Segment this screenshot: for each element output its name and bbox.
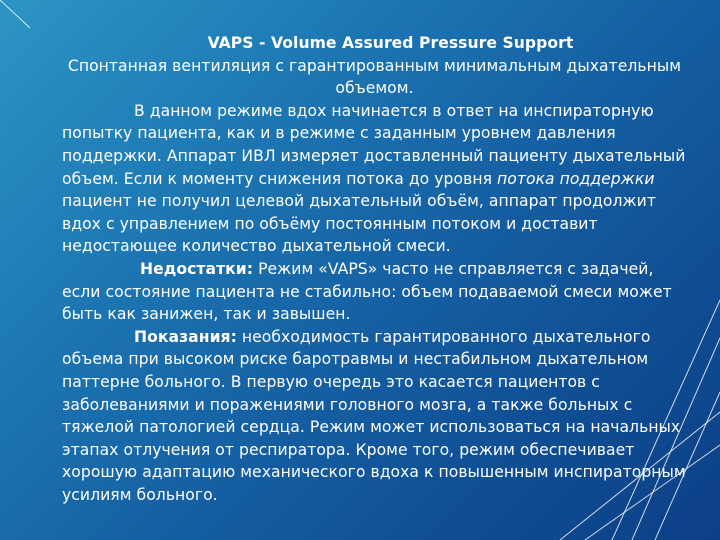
paragraph-description-start: В данном режиме вдох начинается в ответ на инспираторную попытку пациента, как и в режиме с заданным уровнем давления поддержки. Аппарат ИВЛ измеряет доставленный пациенту дыхательный объем. Если к моменту снижения потока до уровня bbox=[62, 101, 686, 188]
drawbacks-text: Режим «VAPS» часто не справляется с задачей, если состояние пациента не стабильно: объем подаваемой смеси может быть как занижен, так и завышен. bbox=[62, 259, 672, 324]
slide-subtitle: Спонтанная вентиляция с гарантированным минимальным дыхательным объемом. bbox=[67, 56, 682, 98]
deco-line-top-left bbox=[0, 0, 30, 28]
slide-text bbox=[62, 32, 687, 506]
slide-title: VAPS - Volume Assured Pressure Support bbox=[207, 34, 574, 52]
paragraph-description-end: пациент не получил целевой дыхательный объём, аппарат продолжит вдох с управлением по объёму постоянным потоком и доставит недостающее количество дыхательной смеси. bbox=[62, 192, 656, 256]
indications-label: Показания: bbox=[134, 327, 237, 346]
paragraph-indications bbox=[62, 326, 687, 507]
paragraph-description bbox=[62, 100, 687, 258]
paragraph-description-emphasis: потока поддержки bbox=[497, 169, 655, 188]
indications-text: необходимость гарантированного дыхательного объема при высоком риске баротравмы и нестабильном дыхательном паттерне больного. В первую очередь это касается пациентов с заболеваниями и поражениями головного мозга, а также больных с тяжелой патологией сердца. Режим может использоваться на начальных этапах отлучения от респиратора. Кроме того, режим обеспечивает хорошую адаптацию механического вдоха к повышенным инспираторным усилиям больного. bbox=[62, 327, 686, 504]
paragraph-drawbacks bbox=[62, 258, 687, 326]
drawbacks-label: Недостатки: bbox=[140, 259, 254, 278]
